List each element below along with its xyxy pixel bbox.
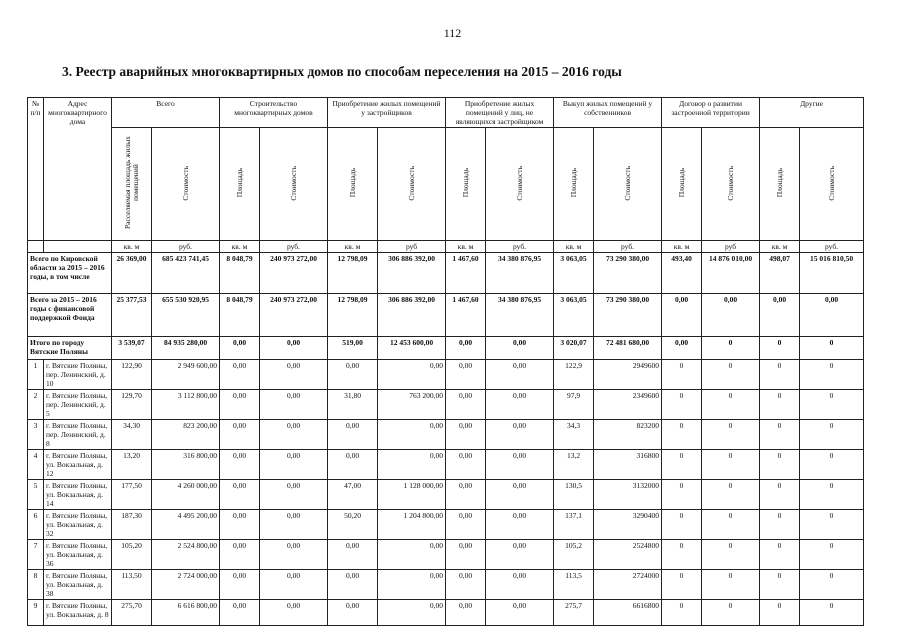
row-value: 0,00 <box>220 510 260 540</box>
row-index: 8 <box>28 570 44 600</box>
summary-row <box>28 337 864 360</box>
row-value: 823 200,00 <box>152 420 220 450</box>
registry-table <box>27 97 864 626</box>
header-area-cell <box>760 128 800 241</box>
row-address: г. Вятские Поляны, ул. Вокзальная, д. 12 <box>44 450 112 480</box>
row-index: 4 <box>28 450 44 480</box>
row-value: 0,00 <box>260 480 328 510</box>
row-value: 0 <box>702 540 760 570</box>
unit-label: кв. м <box>760 241 800 253</box>
header-cost-label: Стоимость <box>622 165 632 201</box>
table-row <box>28 360 864 390</box>
summary-value: 3 063,05 <box>554 294 594 337</box>
row-index: 6 <box>28 510 44 540</box>
row-value: 275,70 <box>112 600 152 626</box>
table-row <box>28 540 864 570</box>
row-address: г. Вятские Поляны, пер. Ленинский, д. 5 <box>44 390 112 420</box>
row-value: 0,00 <box>486 540 554 570</box>
unit-label: кв. м <box>328 241 378 253</box>
summary-value: 0,00 <box>220 337 260 360</box>
row-value: 0,00 <box>220 450 260 480</box>
row-value: 0 <box>702 390 760 420</box>
header-group-development-contract: Договор о развитии застроенной территории <box>662 98 760 128</box>
row-value: 122,9 <box>554 360 594 390</box>
unit-label: руб <box>378 241 446 253</box>
row-value: 0,00 <box>220 360 260 390</box>
row-value: 1 204 800,00 <box>378 510 446 540</box>
unit-empty <box>28 241 44 253</box>
row-index: 3 <box>28 420 44 450</box>
row-value: 0 <box>800 360 864 390</box>
row-value: 0,00 <box>486 450 554 480</box>
row-value: 187,30 <box>112 510 152 540</box>
unit-label: руб. <box>594 241 662 253</box>
table-row <box>28 570 864 600</box>
summary-value: 26 369,00 <box>112 253 152 294</box>
row-value: 0,00 <box>486 480 554 510</box>
row-index: 5 <box>28 480 44 510</box>
summary-label: Итого по городу Вятские Поляны <box>28 337 112 360</box>
summary-value: 240 973 272,00 <box>260 294 328 337</box>
header-row-sub <box>28 128 864 241</box>
summary-value: 8 048,79 <box>220 294 260 337</box>
header-cost-label: Стоимость <box>406 165 416 201</box>
summary-value: 0 <box>702 337 760 360</box>
summary-value: 1 467,60 <box>446 253 486 294</box>
header-cost-cell <box>702 128 760 241</box>
row-value: 0 <box>702 570 760 600</box>
row-address: г. Вятские Поляны, пер. Ленинский, д. 10 <box>44 360 112 390</box>
unit-label: кв. м <box>662 241 702 253</box>
header-cost-label: Стоимость <box>180 165 190 201</box>
row-value: 0,00 <box>378 420 446 450</box>
header-group-purchase-non-developers: Приобретение жилых помещений у лиц, не являющихся застройщиком <box>446 98 554 128</box>
row-value: 3290400 <box>594 510 662 540</box>
header-group-other: Другие <box>760 98 864 128</box>
table-row <box>28 510 864 540</box>
row-value: 0 <box>760 360 800 390</box>
header-area-label: Площадь <box>774 168 784 198</box>
summary-value: 3 020,07 <box>554 337 594 360</box>
row-value: 34,3 <box>554 420 594 450</box>
row-value: 0 <box>702 510 760 540</box>
header-cost-cell <box>378 128 446 241</box>
row-value: 0,00 <box>260 510 328 540</box>
row-address: г. Вятские Поляны, пер. Ленинский, д. 8 <box>44 420 112 450</box>
row-value: 2349600 <box>594 390 662 420</box>
row-value: 0 <box>702 450 760 480</box>
row-value: 6616800 <box>594 600 662 626</box>
summary-value: 25 377,53 <box>112 294 152 337</box>
summary-value: 0,00 <box>800 294 864 337</box>
summary-value: 240 973 272,00 <box>260 253 328 294</box>
row-value: 0,00 <box>260 420 328 450</box>
row-value: 0 <box>662 570 702 600</box>
row-value: 105,2 <box>554 540 594 570</box>
row-value: 0 <box>760 480 800 510</box>
unit-label: кв. м <box>554 241 594 253</box>
row-value: 113,5 <box>554 570 594 600</box>
row-value: 0 <box>662 540 702 570</box>
row-value: 105,20 <box>112 540 152 570</box>
unit-label: кв. м <box>112 241 152 253</box>
row-value: 0,00 <box>260 540 328 570</box>
row-value: 0,00 <box>328 570 378 600</box>
summary-value: 3 063,05 <box>554 253 594 294</box>
row-value: 0 <box>662 510 702 540</box>
row-value: 0,00 <box>260 570 328 600</box>
row-value: 0,00 <box>328 360 378 390</box>
header-group-buyout: Выкуп жилых помещений у собственников <box>554 98 662 128</box>
header-group-total: Всего <box>112 98 220 128</box>
summary-value: 12 798,09 <box>328 253 378 294</box>
row-value: 0 <box>800 570 864 600</box>
row-value: 2724000 <box>594 570 662 600</box>
table-row <box>28 420 864 450</box>
summary-value: 493,40 <box>662 253 702 294</box>
row-value: 0 <box>662 420 702 450</box>
header-area-cell <box>662 128 702 241</box>
row-value: 0 <box>760 420 800 450</box>
summary-value: 1 467,60 <box>446 294 486 337</box>
row-value: 0 <box>760 570 800 600</box>
header-area-cell <box>554 128 594 241</box>
header-cost-label: Стоимость <box>514 165 524 201</box>
header-group-purchase-developers: Приобретение жилых помещений у застройщиков <box>328 98 446 128</box>
row-value: 0 <box>800 480 864 510</box>
row-address: г. Вятские Поляны, ул. Вокзальная, д. 14 <box>44 480 112 510</box>
row-value: 0,00 <box>486 510 554 540</box>
row-value: 130,5 <box>554 480 594 510</box>
row-value: 0,00 <box>378 600 446 626</box>
summary-value: 73 290 380,00 <box>594 294 662 337</box>
summary-value: 34 380 876,95 <box>486 294 554 337</box>
unit-label: кв. м <box>220 241 260 253</box>
summary-value: 3 539,07 <box>112 337 152 360</box>
row-value: 0 <box>800 420 864 450</box>
row-value: 137,1 <box>554 510 594 540</box>
row-value: 0 <box>662 600 702 626</box>
row-value: 2 524 800,00 <box>152 540 220 570</box>
header-cost-cell <box>800 128 864 241</box>
row-value: 0,00 <box>220 540 260 570</box>
row-value: 31,80 <box>328 390 378 420</box>
unit-label: руб. <box>152 241 220 253</box>
row-value: 0,00 <box>446 390 486 420</box>
row-value: 0,00 <box>446 360 486 390</box>
header-cost-cell <box>152 128 220 241</box>
summary-value: 0 <box>760 337 800 360</box>
summary-value: 8 048,79 <box>220 253 260 294</box>
header-cost-label: Стоимость <box>826 165 836 201</box>
row-value: 0,00 <box>220 600 260 626</box>
summary-value: 14 876 010,00 <box>702 253 760 294</box>
row-value: 763 200,00 <box>378 390 446 420</box>
header-area-cell <box>328 128 378 241</box>
row-value: 316 800,00 <box>152 450 220 480</box>
summary-row <box>28 253 864 294</box>
row-value: 0,00 <box>486 420 554 450</box>
document-title: 3. Реестр аварийных многоквартирных домов по способам переселения на 2015 – 2016 годы <box>62 64 622 79</box>
row-value: 0 <box>702 420 760 450</box>
row-value: 2949600 <box>594 360 662 390</box>
row-value: 0,00 <box>378 540 446 570</box>
summary-value: 0,00 <box>760 294 800 337</box>
row-value: 0,00 <box>446 540 486 570</box>
row-index: 9 <box>28 600 44 626</box>
unit-label: руб. <box>260 241 328 253</box>
summary-value: 0,00 <box>662 337 702 360</box>
row-address: г. Вятские Поляны, ул. Вокзальная, д. 38 <box>44 570 112 600</box>
summary-value: 15 016 810,50 <box>800 253 864 294</box>
unit-label: руб. <box>486 241 554 253</box>
row-value: 0 <box>800 600 864 626</box>
row-value: 0,00 <box>260 450 328 480</box>
row-address: г. Вятские Поляны, ул. Вокзальная, д. 8 <box>44 600 112 626</box>
summary-value: 519,00 <box>328 337 378 360</box>
row-value: 0 <box>662 450 702 480</box>
row-value: 0,00 <box>486 600 554 626</box>
row-value: 0 <box>800 510 864 540</box>
row-value: 0 <box>702 480 760 510</box>
unit-label: руб <box>702 241 760 253</box>
row-value: 0,00 <box>446 570 486 600</box>
row-value: 0 <box>702 600 760 626</box>
header-cost-cell <box>486 128 554 241</box>
summary-label: Всего за 2015 – 2016 годы с финансовой поддержкой Фонда <box>28 294 112 337</box>
row-value: 129,70 <box>112 390 152 420</box>
row-value: 0,00 <box>260 600 328 626</box>
units-row <box>28 241 864 253</box>
summary-value: 0,00 <box>486 337 554 360</box>
row-value: 1 128 000,00 <box>378 480 446 510</box>
row-value: 0,00 <box>446 450 486 480</box>
summary-value: 498,07 <box>760 253 800 294</box>
row-value: 0,00 <box>486 360 554 390</box>
row-value: 4 495 200,00 <box>152 510 220 540</box>
summary-value: 84 935 280,00 <box>152 337 220 360</box>
row-value: 0,00 <box>220 480 260 510</box>
row-value: 113,50 <box>112 570 152 600</box>
row-value: 0 <box>760 540 800 570</box>
row-value: 13,20 <box>112 450 152 480</box>
row-value: 0,00 <box>446 420 486 450</box>
row-value: 0,00 <box>220 390 260 420</box>
unit-empty <box>44 241 112 253</box>
row-value: 0,00 <box>446 480 486 510</box>
row-value: 0 <box>760 510 800 540</box>
row-address: г. Вятские Поляны, ул. Вокзальная, д. 32 <box>44 510 112 540</box>
row-value: 0,00 <box>378 450 446 480</box>
header-area-label: Площадь <box>568 168 578 198</box>
summary-value: 12 453 600,00 <box>378 337 446 360</box>
row-value: 0 <box>662 480 702 510</box>
header-area-cell <box>220 128 260 241</box>
header-area-label: Площадь <box>347 168 357 198</box>
row-index: 2 <box>28 390 44 420</box>
row-value: 177,50 <box>112 480 152 510</box>
page-number: 112 <box>443 26 462 40</box>
header-area-label: Расселяемая площадь жилых помещений <box>122 136 140 230</box>
row-value: 0,00 <box>486 570 554 600</box>
row-value: 97,9 <box>554 390 594 420</box>
row-address: г. Вятские Поляны, ул. Вокзальная, д. 36 <box>44 540 112 570</box>
row-value: 0,00 <box>260 390 328 420</box>
summary-value: 0,00 <box>702 294 760 337</box>
row-value: 6 616 800,00 <box>152 600 220 626</box>
table-row <box>28 480 864 510</box>
header-area-label: Площадь <box>676 168 686 198</box>
summary-label: Всего по Кировской области за 2015 – 2016 годы, в том числе <box>28 253 112 294</box>
header-area-cell <box>112 128 152 241</box>
row-value: 316800 <box>594 450 662 480</box>
row-value: 0 <box>662 390 702 420</box>
row-value: 823200 <box>594 420 662 450</box>
table-row <box>28 390 864 420</box>
row-value: 0 <box>760 600 800 626</box>
row-value: 0 <box>800 450 864 480</box>
summary-value: 0,00 <box>662 294 702 337</box>
row-value: 50,20 <box>328 510 378 540</box>
row-value: 0 <box>760 450 800 480</box>
header-group-construction: Строительство многоквартирных домов <box>220 98 328 128</box>
row-value: 2524800 <box>594 540 662 570</box>
row-value: 0,00 <box>260 360 328 390</box>
table-row <box>28 450 864 480</box>
summary-value: 34 380 876,95 <box>486 253 554 294</box>
summary-value: 0 <box>800 337 864 360</box>
row-value: 0,00 <box>486 390 554 420</box>
header-cost-label: Стоимость <box>725 165 735 201</box>
header-cost-cell <box>594 128 662 241</box>
summary-value: 72 481 680,00 <box>594 337 662 360</box>
row-value: 3132000 <box>594 480 662 510</box>
row-value: 0,00 <box>328 540 378 570</box>
row-value: 3 112 800,00 <box>152 390 220 420</box>
header-address: Адрес многоквартирного дома <box>44 98 112 241</box>
header-cost-label: Стоимость <box>288 165 298 201</box>
summary-value: 306 886 392,00 <box>378 294 446 337</box>
row-value: 0,00 <box>220 570 260 600</box>
header-area-cell <box>446 128 486 241</box>
row-value: 0,00 <box>378 360 446 390</box>
row-index: 1 <box>28 360 44 390</box>
table-row <box>28 600 864 626</box>
row-value: 0,00 <box>328 420 378 450</box>
unit-label: кв. м <box>446 241 486 253</box>
header-num: № п/п <box>28 98 44 241</box>
row-value: 0,00 <box>328 600 378 626</box>
row-value: 4 260 000,00 <box>152 480 220 510</box>
row-value: 122,90 <box>112 360 152 390</box>
row-value: 0 <box>662 360 702 390</box>
summary-value: 12 798,09 <box>328 294 378 337</box>
header-area-label: Площадь <box>460 168 470 198</box>
row-value: 0,00 <box>446 600 486 626</box>
row-value: 34,30 <box>112 420 152 450</box>
row-value: 0 <box>800 540 864 570</box>
row-value: 275,7 <box>554 600 594 626</box>
summary-value: 0,00 <box>260 337 328 360</box>
summary-value: 655 530 920,95 <box>152 294 220 337</box>
summary-value: 0,00 <box>446 337 486 360</box>
row-value: 0 <box>760 390 800 420</box>
row-value: 0,00 <box>220 420 260 450</box>
row-value: 0 <box>800 390 864 420</box>
row-value: 0,00 <box>378 570 446 600</box>
row-value: 0,00 <box>446 510 486 540</box>
summary-row <box>28 294 864 337</box>
row-value: 2 724 000,00 <box>152 570 220 600</box>
summary-value: 306 886 392,00 <box>378 253 446 294</box>
row-value: 47,00 <box>328 480 378 510</box>
row-value: 2 949 600,00 <box>152 360 220 390</box>
summary-value: 73 290 380,00 <box>594 253 662 294</box>
row-value: 13,2 <box>554 450 594 480</box>
header-cost-cell <box>260 128 328 241</box>
header-area-label: Площадь <box>234 168 244 198</box>
row-index: 7 <box>28 540 44 570</box>
header-row-groups <box>28 98 864 128</box>
summary-value: 685 423 741,45 <box>152 253 220 294</box>
unit-label: руб. <box>800 241 864 253</box>
row-value: 0 <box>702 360 760 390</box>
row-value: 0,00 <box>328 450 378 480</box>
